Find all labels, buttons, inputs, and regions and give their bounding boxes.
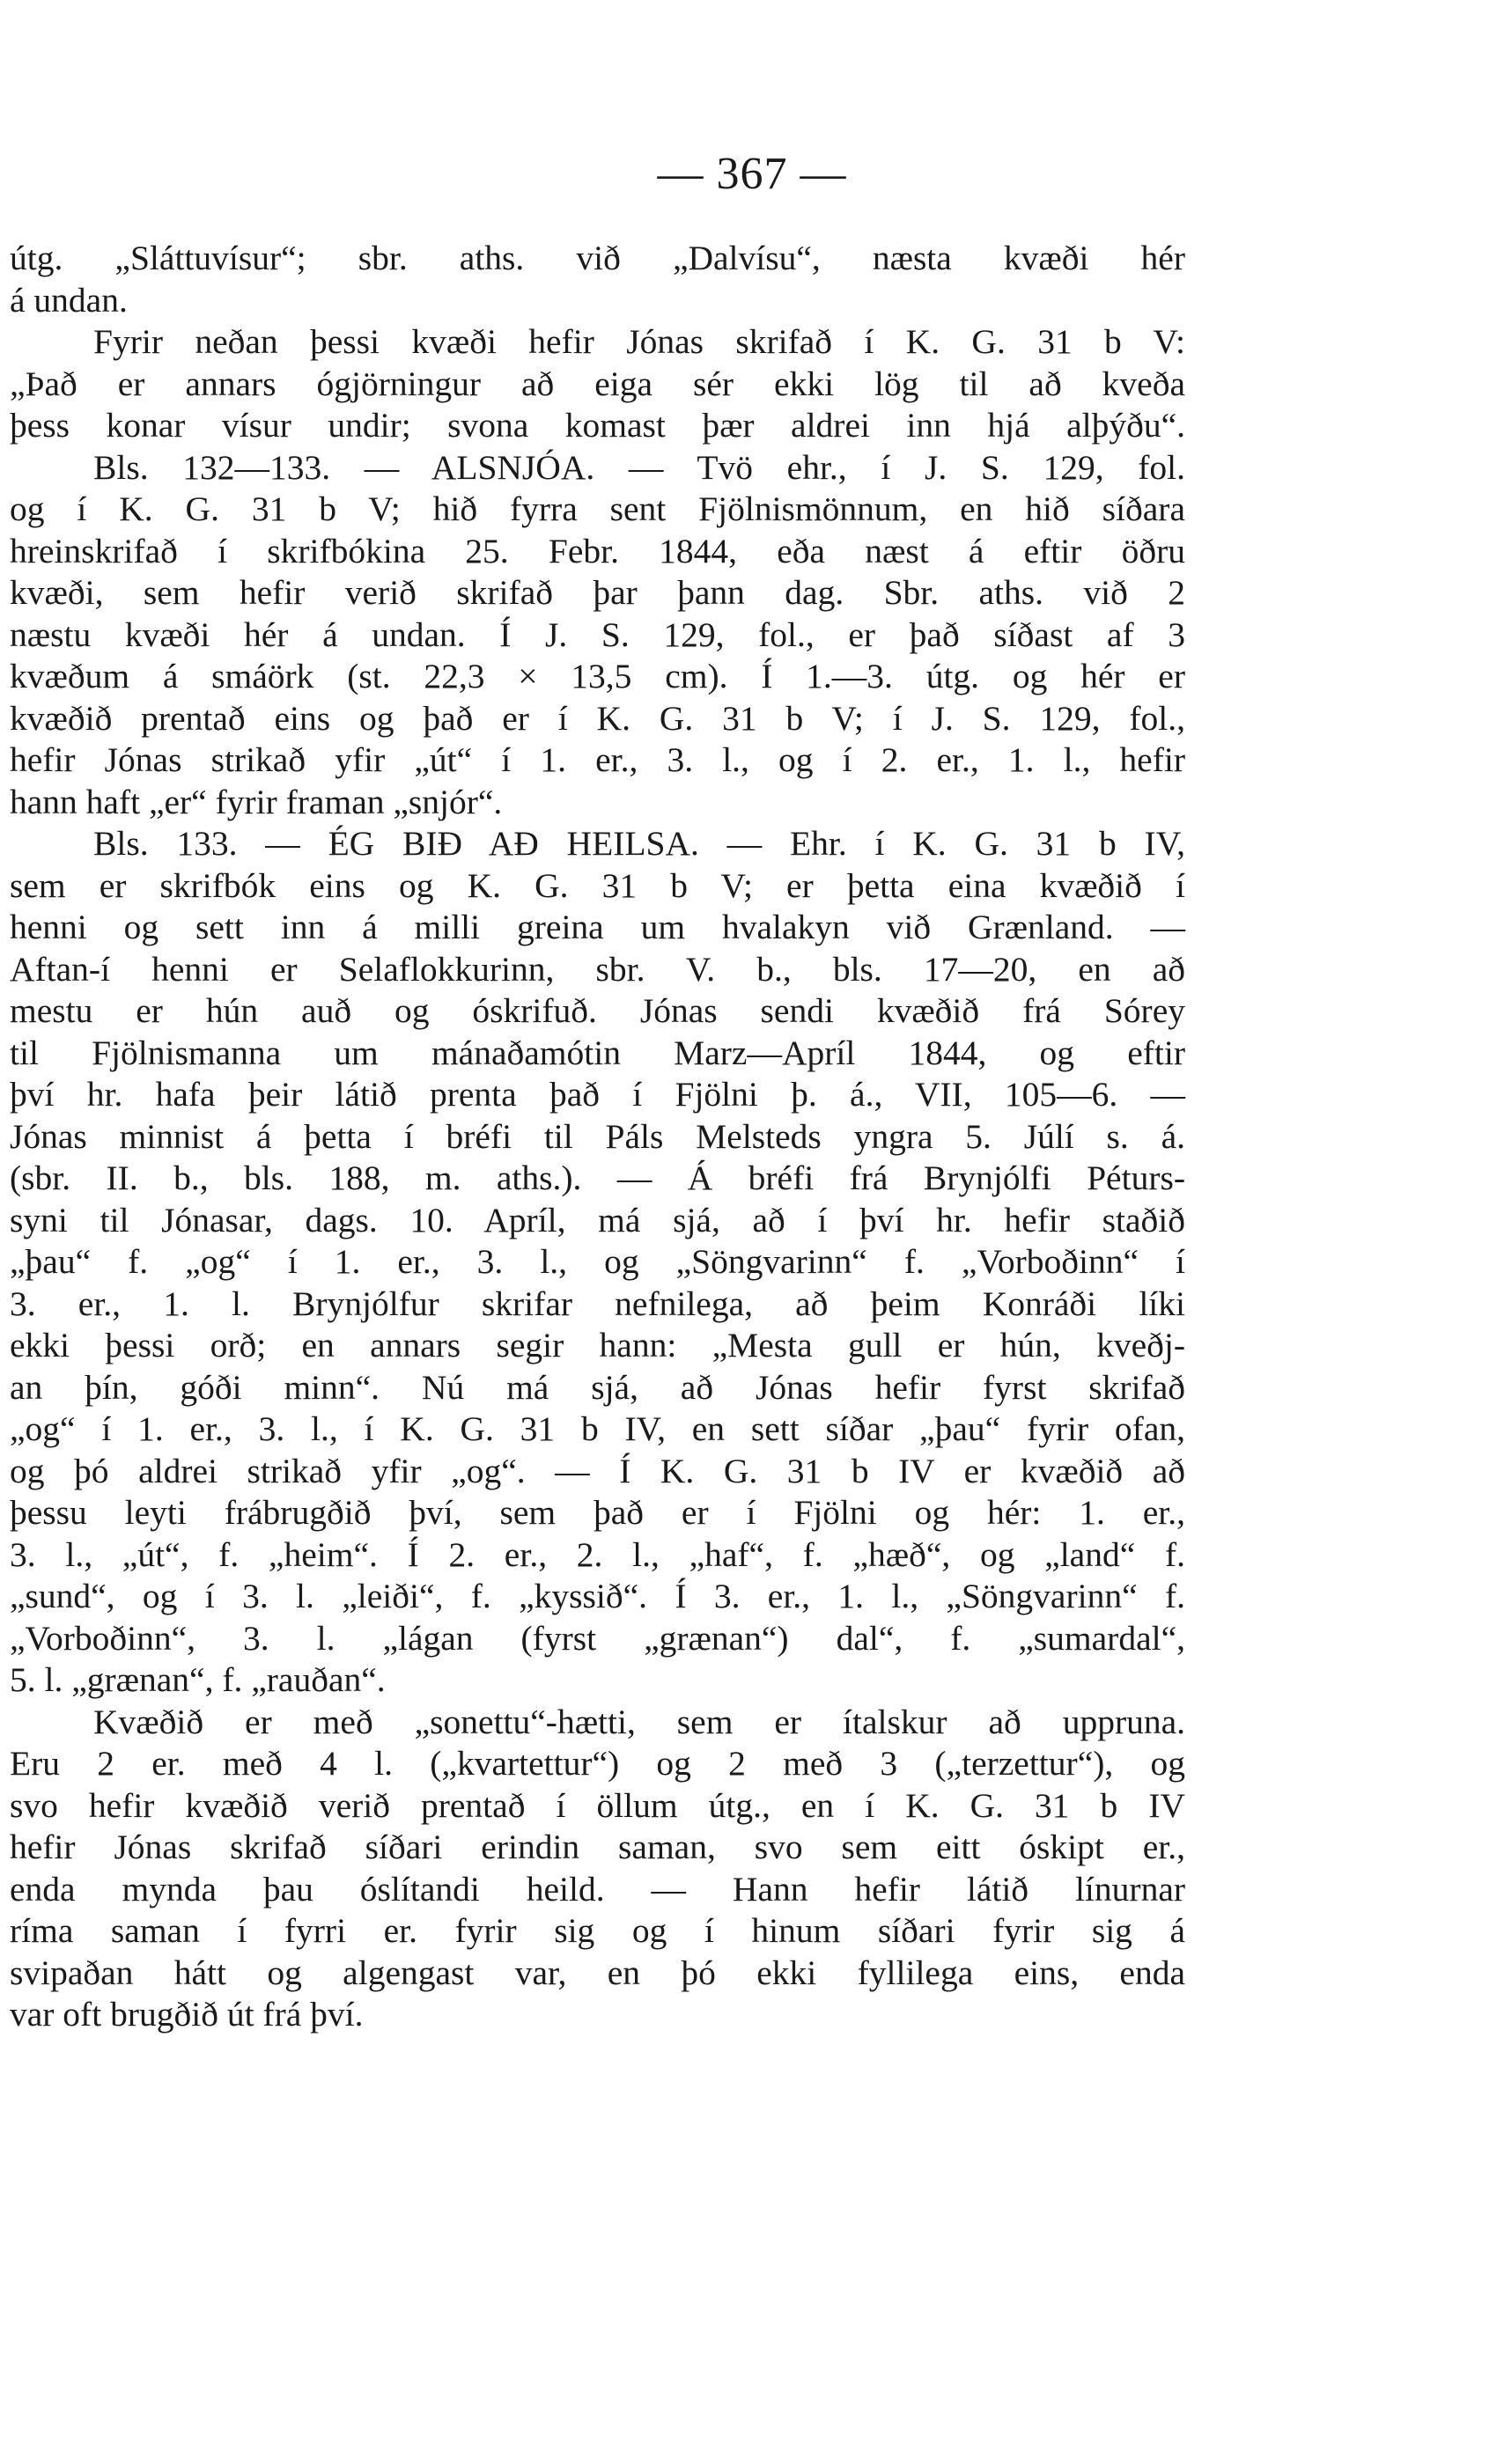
text-line: til Fjölnismanna um mánaðamótin Marz—Apríl 1844, og eftir <box>10 1033 1185 1072</box>
text-line: Bls. 133. — ÉG BIÐ AÐ HEILSA. — Ehr. í K. G. 31 b IV, <box>93 824 1185 863</box>
text-line: Jónas minnist á þetta í bréfi til Páls Melsteds yngra 5. Júlí s. á. <box>10 1116 1185 1156</box>
text-line: hefir Jónas skrifað síðari erindin saman, svo sem eitt óskipt er., <box>10 1828 1185 1866</box>
text-line: kvæðið prentað eins og það er í K. G. 31 b V; í J. S. 129, fol., <box>10 698 1185 738</box>
text-line: svipaðan hátt og algengast var, en þó ekki fyllilega eins, enda <box>10 1953 1185 1992</box>
text-line: á undan. <box>10 280 128 320</box>
text-line: því hr. hafa þeir látið prenta það í Fjölni þ. á., VII, 105—6. — <box>10 1075 1185 1114</box>
text-line: ríma saman í fyrri er. fyrir sig og í hinum síðari fyrir sig á <box>10 1911 1185 1950</box>
text-line: þess konar vísur undir; svona komast þær aldrei inn hjá alþýðu“. <box>10 406 1185 445</box>
text-line: 3. er., 1. l. Brynjólfur skrifar nefnilega, að þeim Konráði líki <box>10 1283 1185 1323</box>
body-text <box>10 238 1185 2036</box>
text-line: „Vorboðinn“, 3. l. „lágan (fyrst „grænan“) dal“, f. „sumardal“, <box>10 1618 1185 1658</box>
text-line: kvæðum á smáörk (st. 22,3 × 13,5 cm). Í 1.—3. útg. og hér er <box>10 657 1185 695</box>
text-line: syni til Jónasar, dags. 10. Apríl, má sjá, að í því hr. hefir staðið <box>10 1200 1185 1239</box>
text-line: þessu leyti frábrugðið því, sem það er í Fjölni og hér: 1. er., <box>10 1493 1185 1532</box>
text-line: „Það er annars ógjörningur að eiga sér ekki lög til að kveða <box>10 364 1185 403</box>
text-line: hann haft „er“ fyrir framan „snjór“. <box>10 782 503 821</box>
text-line: „sund“, og í 3. l. „leiði“, f. „kyssið“. Í 3. er., 1. l., „Söngvarinn“ f. <box>10 1577 1185 1615</box>
text-line: svo hefir kvæðið verið prentað í öllum útg., en í K. G. 31 b IV <box>10 1785 1185 1825</box>
text-line: Aftan-í henni er Selaflokkurinn, sbr. V. b., bls. 17—20, en að <box>10 949 1185 989</box>
text-line: Kvæðið er með „sonettu“-hætti, sem er ítalskur að uppruna. <box>93 1702 1185 1741</box>
text-line: hefir Jónas strikað yfir „út“ í 1. er., 3. l., og í 2. er., 1. l., hefir <box>10 740 1185 779</box>
text-line: ekki þessi orð; en annars segir hann: „Mesta gull er hún, kveðj- <box>10 1326 1185 1364</box>
text-line: „og“ í 1. er., 3. l., í K. G. 31 b IV, en sett síðar „þau“ fyrir ofan, <box>10 1409 1185 1448</box>
text-line: enda mynda þau óslítandi heild. — Hann hefir látið línurnar <box>10 1869 1185 1909</box>
text-line: 3. l., „út“, f. „heim“. Í 2. er., 2. l., „haf“, f. „hæð“, og „land“ f. <box>10 1534 1185 1574</box>
text-line: Eru 2 er. með 4 l. („kvartettur“) og 2 með 3 („terzettur“), og <box>10 1744 1185 1783</box>
text-line: (sbr. II. b., bls. 188, m. aths.). — Á bréfi frá Brynjólfi Péturs- <box>10 1158 1185 1197</box>
text-line: an þín, góði minn“. Nú má sjá, að Jónas hefir fyrst skrifað <box>10 1367 1185 1407</box>
text-line: útg. „Sláttuvísur“; sbr. aths. við „Dalvísu“, næsta kvæði hér <box>10 239 1185 277</box>
text-line: Fyrir neðan þessi kvæði hefir Jónas skrifað í K. G. 31 b V: <box>93 322 1185 361</box>
text-line: næstu kvæði hér á undan. Í J. S. 129, fol., er það síðast af 3 <box>10 614 1185 654</box>
text-line: var oft brugðið út frá því. <box>10 1995 364 2034</box>
text-line: hreinskrifað í skrifbókina 25. Febr. 1844, eða næst á eftir öðru <box>10 531 1185 570</box>
text-line: og þó aldrei strikað yfir „og“. — Í K. G. 31 b IV er kvæðið að <box>10 1451 1185 1490</box>
text-line: og í K. G. 31 b V; hið fyrra sent Fjölnismönnum, en hið síðara <box>10 489 1185 528</box>
text-line: henni og sett inn á milli greina um hvalakyn við Grænland. — <box>10 908 1185 946</box>
text-line: sem er skrifbók eins og K. G. 31 b V; er þetta eina kvæðið í <box>10 865 1185 905</box>
text-line: mestu er hún auð og óskrifuð. Jónas sendi kvæðið frá Sórey <box>10 991 1185 1030</box>
page-number: — 367 — <box>657 149 847 199</box>
text-line: 5. l. „grænan“, f. „rauðan“. <box>10 1660 386 1699</box>
text-line: kvæði, sem hefir verið skrifað þar þann dag. Sbr. aths. við 2 <box>10 573 1185 612</box>
text-line: Bls. 132—133. — ALSNJÓA. — Tvö ehr., í J. S. 129, fol. <box>93 447 1185 487</box>
text-line: „þau“ f. „og“ í 1. er., 3. l., og „Söngvarinn“ f. „Vorboðinn“ í <box>10 1242 1185 1281</box>
